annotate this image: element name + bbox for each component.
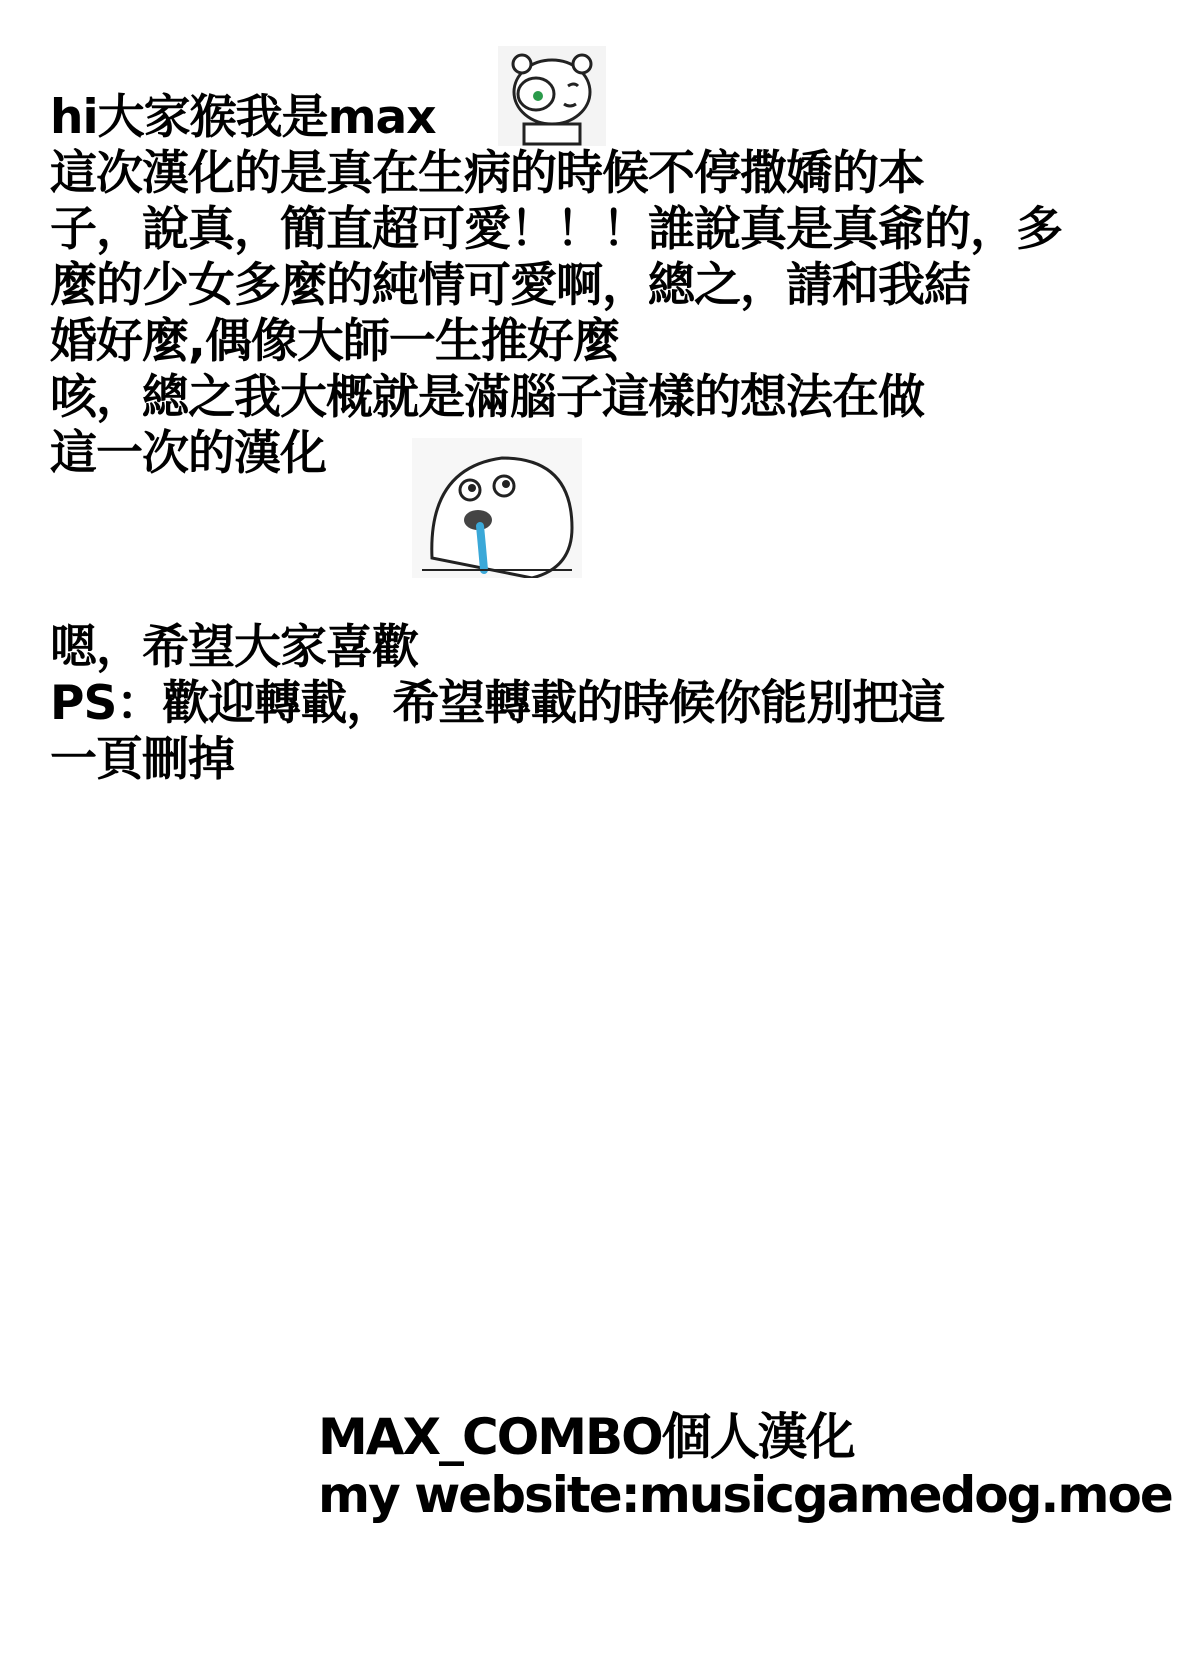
note-line-2: 這次漢化的是真在生病的時候不停撒嬌的本 <box>50 146 924 201</box>
website-line: my website:musicgamedog.moe <box>318 1466 1172 1524</box>
translator-note <box>50 90 1110 482</box>
note-line-3: 子，說真，簡直超可愛！！！誰說真是真爺的，多 <box>50 202 1062 257</box>
closing-note <box>50 620 1110 788</box>
note-line-6: 咳，總之我大概就是滿腦子這樣的想法在做 <box>50 370 924 425</box>
note-line-7: 這一次的漢化 <box>50 426 326 481</box>
closing-line-2: PS：歡迎轉載，希望轉載的時候你能別把這 <box>50 676 945 731</box>
bear-face-palm-sticker-icon <box>498 46 606 146</box>
group-name: MAX_COMBO個人漢化 <box>318 1408 854 1466</box>
credits-block <box>318 1408 1178 1524</box>
closing-line-3: 一頁刪掉 <box>50 732 234 787</box>
note-line-4: 麼的少女多麼的純情可愛啊，總之，請和我結 <box>50 258 970 313</box>
closing-line-1: 嗯，希望大家喜歡 <box>50 620 418 675</box>
drooling-blob-sticker-icon <box>412 438 582 578</box>
note-line-5: 婚好麼,偶像大師一生推好麼 <box>50 314 619 369</box>
note-line-1: hi大家猴我是max <box>50 90 436 145</box>
